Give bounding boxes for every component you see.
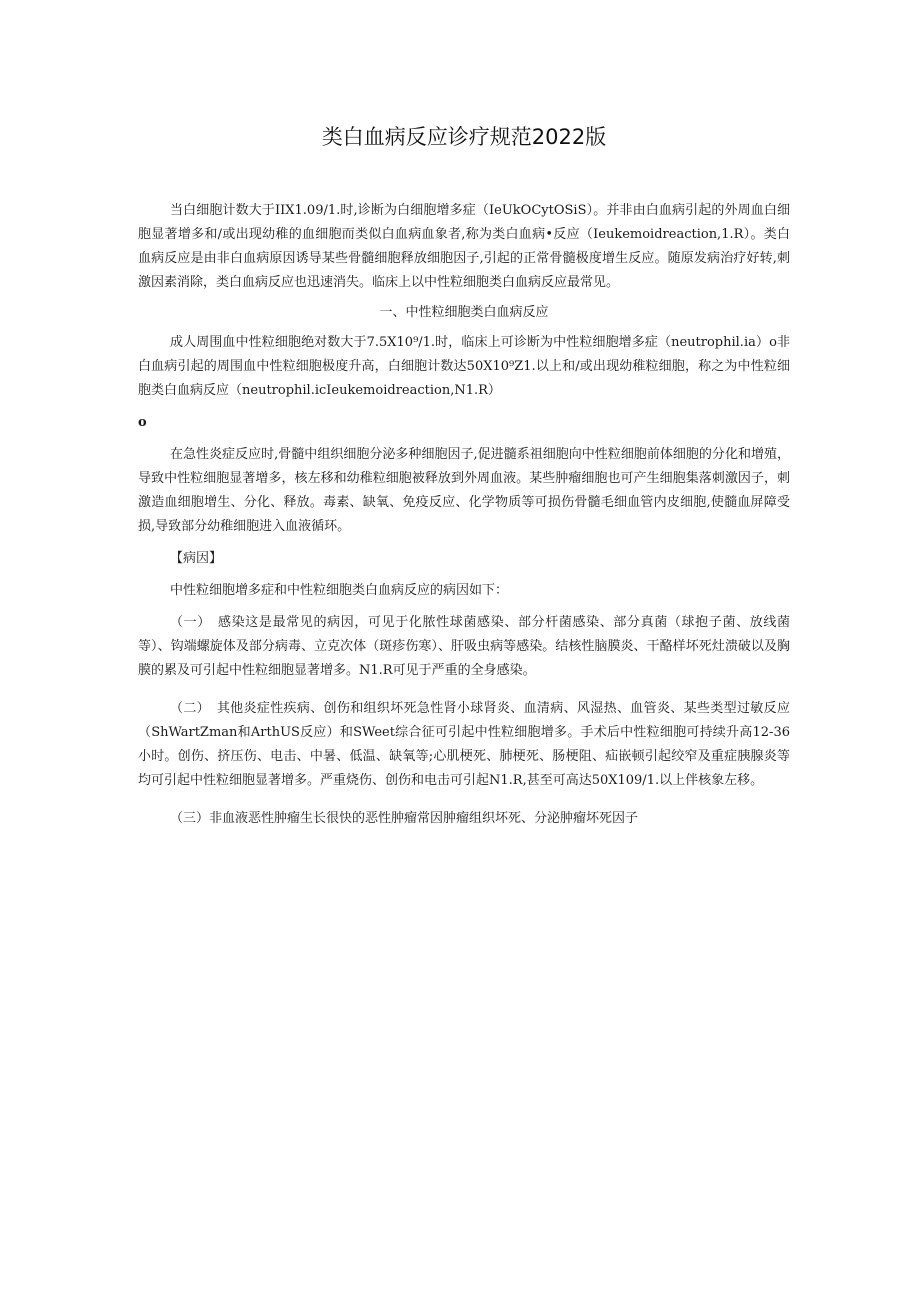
etiology-intro: 中性粒细胞增多症和中性粒细胞类白血病反应的病因如下：: [170, 583, 509, 598]
etiology-heading: 【病因】: [170, 551, 223, 566]
section-heading: 一、中性粒细胞类白血病反应: [379, 305, 549, 320]
mechanism-paragraph: 在急性炎症反应时,骨髓中组织细胞分泌多种细胞因子,促进髓系祖细胞向中性粒细胞前体细胞的分化和增殖，导致中性粒细胞显著增多，核左移和幼稚粒细胞被释放到外周血液。某些肿瘤细胞也可产生细胞集落刺激因子，刺激造血细胞增生、分化、释放。毒素、缺氧、免疫反应、化学物质等可损伤骨髓毛细血管内皮细胞,使髓血屏障受损,导致部分幼稚细胞进入血液循环。: [138, 447, 790, 534]
document-body: [138, 199, 790, 831]
document-title: 类白血病反应诊疗规范2022版: [321, 125, 607, 149]
paragraph-tail: o: [138, 415, 147, 430]
cause-inflammation: （二） 其他炎症性疾病、创伤和组织坏死急性肾小球肾炎、血清病、风湿热、血管炎、某些类型过敏反应（ShWartZman和ArthUS反应）和SWeet综合征可引起中性粒细胞增多。手术后中性粒细胞可持续升高12-36小时。创伤、挤压伤、电击、中暑、低温、缺氧等;心肌梗死、肺梗死、肠梗阻、疝嵌顿引起绞窄及重症胰腺炎等均可引起中性粒细胞显著增多。严重烧伤、创伤和电击可引起N1.R,甚至可高达50X109/1.以上伴核象左移。: [138, 701, 790, 788]
intro-paragraph: 当白细胞计数大于IIX1.09/1.时,诊断为白细胞增多症（IeUkOCytOSiS）。并非由白血病引起的外周血白细胞显著增多和/或出现幼稚的血细胞而类似白血病血象者,称为类白血病•反应（Ieukemoidreaction,1.R）。类白血病反应是由非白血病原因诱导某些骨髓细胞释放细胞因子,引起的正常骨髓极度增生反应。随原发病治疗好转,刺激因素消除，类白血病反应也迅速消失。临床上以中性粒细胞类白血病反应最常见。: [138, 203, 790, 290]
cause-infection: （一） 感染这是最常见的病因，可见于化脓性球菌感染、部分杆菌感染、部分真菌（球抱子菌、放线菌等）、钩端螺旋体及部分病毒、立克次体（斑疹伤寒）、肝吸虫病等感染。结核性脑膜炎、干酪样坏死灶溃破以及胸膜的累及可引起中性粒细胞显著增多。N1.R可见于严重的全身感染。: [138, 615, 790, 678]
cause-malignancy: （三）非血液恶性肿瘤生长很快的恶性肿瘤常因肿瘤组织坏死、分泌肿瘤坏死因子: [170, 811, 639, 826]
neutrophilia-paragraph: 成人周围血中性粒细胞绝对数大于7.5X10⁹/1.时，临床上可诊断为中性粒细胞增多症（neutrophil.ia）o非白血病引起的周围血中性粒细胞极度升高，白细胞计数达50X10⁹Z1.以上和/或出现幼稚粒细胞，称之为中性粒细胞类白血病反应（neutrophil.icIeukemoidreaction,N1.R）: [138, 335, 791, 398]
